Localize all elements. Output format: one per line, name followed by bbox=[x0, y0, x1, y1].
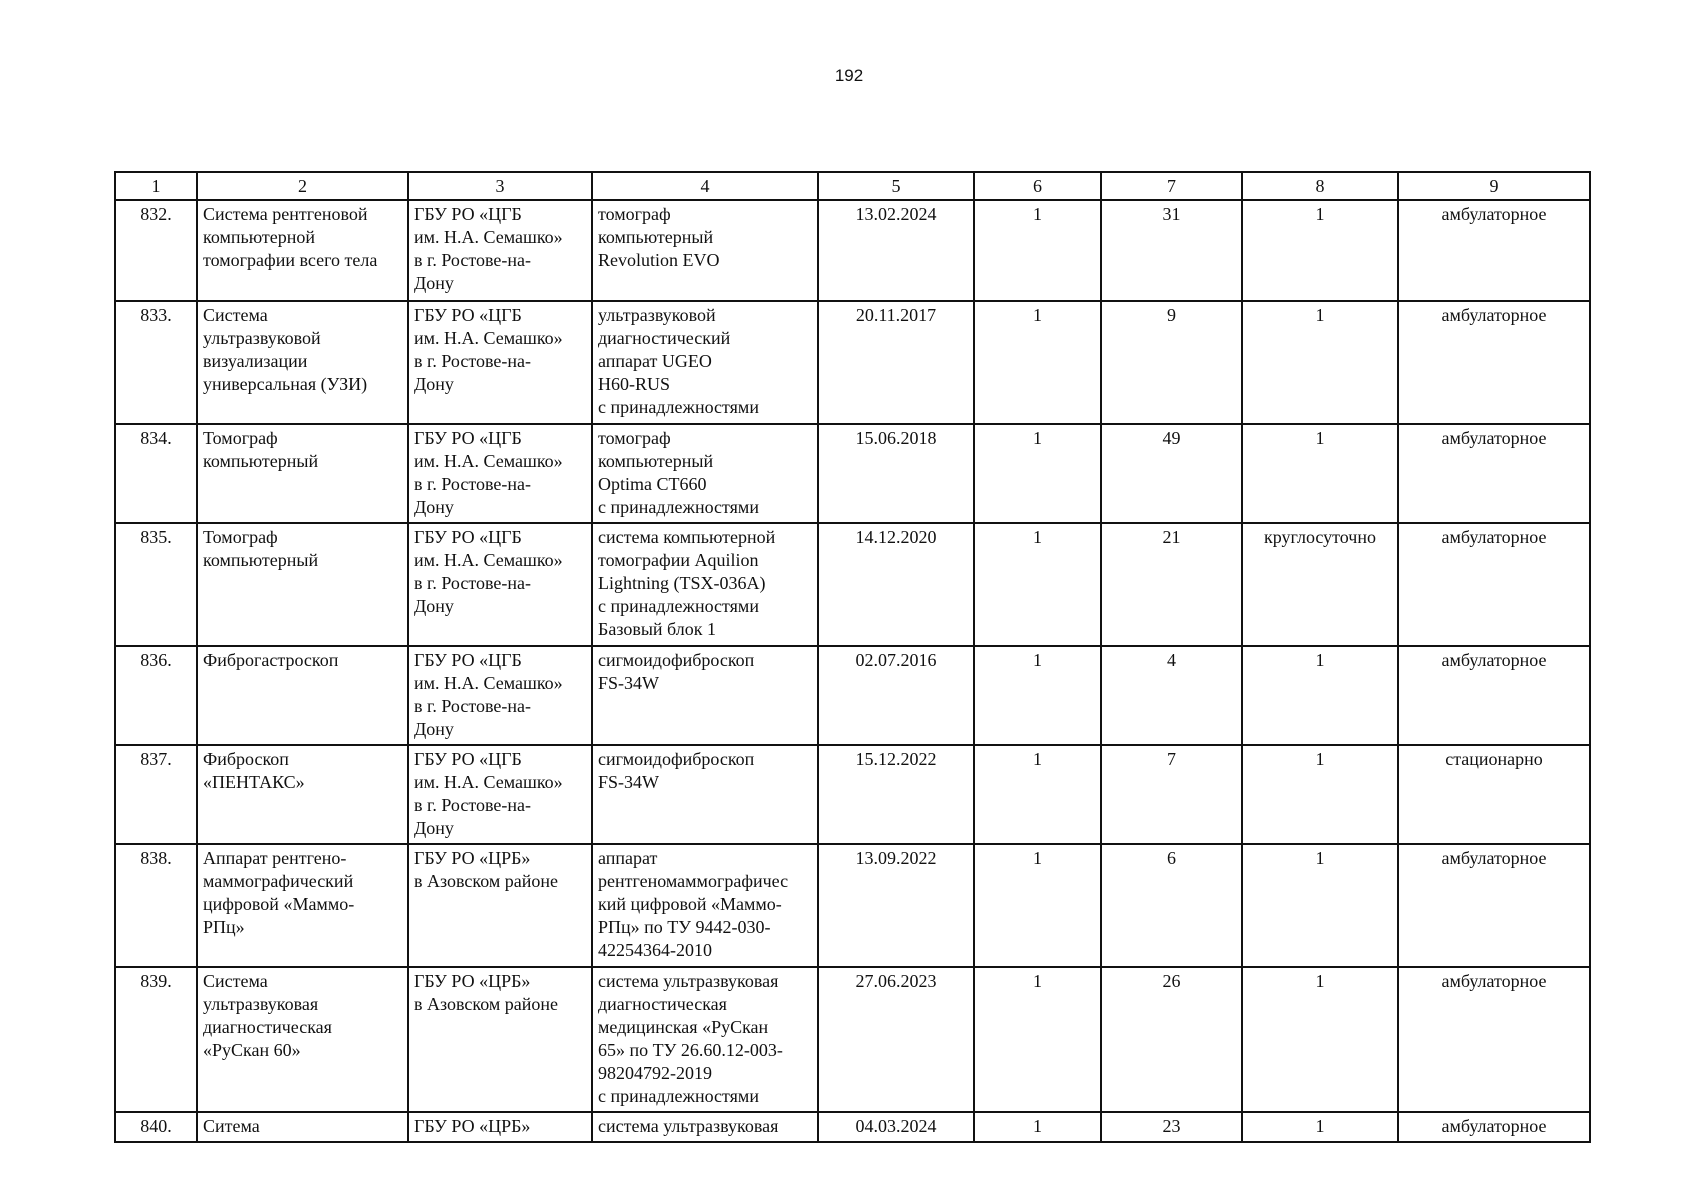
mode-cell: амбулаторное bbox=[1398, 967, 1590, 1112]
organization: ГБУ РО «ЦГБ им. Н.А. Семашко» в г. Ростове-на- Дону bbox=[408, 523, 592, 646]
col6-cell: 1 bbox=[974, 200, 1101, 301]
date-cell: 13.09.2022 bbox=[818, 844, 974, 967]
equipment-name: Томограф компьютерный bbox=[197, 424, 408, 523]
date-cell: 13.02.2024 bbox=[818, 200, 974, 301]
date-cell: 20.11.2017 bbox=[818, 301, 974, 424]
organization: ГБУ РО «ЦГБ им. Н.А. Семашко» в г. Ростове-на- Дону bbox=[408, 424, 592, 523]
row-number: 833. bbox=[115, 301, 197, 424]
col7-cell: 49 bbox=[1101, 424, 1242, 523]
col8-cell: 1 bbox=[1242, 1112, 1398, 1142]
organization: ГБУ РО «ЦРБ» в Азовском районе bbox=[408, 967, 592, 1112]
col6-cell: 1 bbox=[974, 844, 1101, 967]
table-row bbox=[115, 424, 1590, 523]
col7-cell: 31 bbox=[1101, 200, 1242, 301]
row-number: 840. bbox=[115, 1112, 197, 1142]
col8-cell: 1 bbox=[1242, 967, 1398, 1112]
mode-cell: амбулаторное bbox=[1398, 844, 1590, 967]
row-number: 837. bbox=[115, 745, 197, 844]
col8-cell: 1 bbox=[1242, 646, 1398, 745]
column-header: 5 bbox=[818, 172, 974, 200]
column-header: 9 bbox=[1398, 172, 1590, 200]
mode-cell: стационарно bbox=[1398, 745, 1590, 844]
row-number: 835. bbox=[115, 523, 197, 646]
column-header: 8 bbox=[1242, 172, 1398, 200]
equipment-name: Фиброгастроскоп bbox=[197, 646, 408, 745]
date-cell: 15.12.2022 bbox=[818, 745, 974, 844]
equipment-name: Ситема bbox=[197, 1112, 408, 1142]
date-cell: 27.06.2023 bbox=[818, 967, 974, 1112]
col6-cell: 1 bbox=[974, 1112, 1101, 1142]
col6-cell: 1 bbox=[974, 967, 1101, 1112]
mode-cell: амбулаторное bbox=[1398, 646, 1590, 745]
col6-cell: 1 bbox=[974, 745, 1101, 844]
organization: ГБУ РО «ЦГБ им. Н.А. Семашко» в г. Ростове-на- Дону bbox=[408, 200, 592, 301]
col6-cell: 1 bbox=[974, 424, 1101, 523]
table-row bbox=[115, 967, 1590, 1112]
row-number: 832. bbox=[115, 200, 197, 301]
organization: ГБУ РО «ЦРБ» в Азовском районе bbox=[408, 844, 592, 967]
column-header: 2 bbox=[197, 172, 408, 200]
col7-cell: 26 bbox=[1101, 967, 1242, 1112]
equipment-name: Фиброскоп «ПЕНТАКС» bbox=[197, 745, 408, 844]
table-row bbox=[115, 200, 1590, 301]
equipment-model: система ультразвуковая диагностическая медицинская «РуСкан 65» по ТУ 26.60.12-003- 98204792-2019 с принадлежностями bbox=[592, 967, 818, 1112]
col7-cell: 4 bbox=[1101, 646, 1242, 745]
column-header: 4 bbox=[592, 172, 818, 200]
date-cell: 02.07.2016 bbox=[818, 646, 974, 745]
equipment-name: Система рентгеновой компьютерной томографии всего тела bbox=[197, 200, 408, 301]
date-cell: 15.06.2018 bbox=[818, 424, 974, 523]
date-cell: 14.12.2020 bbox=[818, 523, 974, 646]
organization: ГБУ РО «ЦГБ им. Н.А. Семашко» в г. Ростове-на- Дону bbox=[408, 301, 592, 424]
date-cell: 04.03.2024 bbox=[818, 1112, 974, 1142]
mode-cell: амбулаторное bbox=[1398, 424, 1590, 523]
equipment-model: ультразвуковой диагностический аппарат UGEO H60-RUS с принадлежностями bbox=[592, 301, 818, 424]
organization: ГБУ РО «ЦРБ» bbox=[408, 1112, 592, 1142]
row-number: 838. bbox=[115, 844, 197, 967]
equipment-table bbox=[114, 171, 1591, 1143]
equipment-name: Аппарат рентгено- маммографический цифровой «Маммо- РПц» bbox=[197, 844, 408, 967]
mode-cell: амбулаторное bbox=[1398, 301, 1590, 424]
col8-cell: 1 bbox=[1242, 301, 1398, 424]
col8-cell: 1 bbox=[1242, 424, 1398, 523]
row-number: 834. bbox=[115, 424, 197, 523]
equipment-model: система компьютерной томографии Aquilion Lightning (TSX-036A) с принадлежностями Базовый блок 1 bbox=[592, 523, 818, 646]
page-number: 192 bbox=[834, 66, 864, 85]
equipment-model: сигмоидофиброскоп FS-34W bbox=[592, 745, 818, 844]
organization: ГБУ РО «ЦГБ им. Н.А. Семашко» в г. Ростове-на- Дону bbox=[408, 646, 592, 745]
table-row bbox=[115, 523, 1590, 646]
col8-cell: 1 bbox=[1242, 745, 1398, 844]
equipment-model: томограф компьютерный Revolution EVO bbox=[592, 200, 818, 301]
row-number: 839. bbox=[115, 967, 197, 1112]
table-row bbox=[115, 1112, 1590, 1142]
equipment-model: томограф компьютерный Optima CT660 с принадлежностями bbox=[592, 424, 818, 523]
col7-cell: 6 bbox=[1101, 844, 1242, 967]
col7-cell: 21 bbox=[1101, 523, 1242, 646]
row-number: 836. bbox=[115, 646, 197, 745]
col7-cell: 9 bbox=[1101, 301, 1242, 424]
equipment-name: Томограф компьютерный bbox=[197, 523, 408, 646]
col7-cell: 7 bbox=[1101, 745, 1242, 844]
organization: ГБУ РО «ЦГБ им. Н.А. Семашко» в г. Ростове-на- Дону bbox=[408, 745, 592, 844]
column-header: 1 bbox=[115, 172, 197, 200]
column-header: 3 bbox=[408, 172, 592, 200]
col8-cell: 1 bbox=[1242, 844, 1398, 967]
equipment-name: Система ультразвуковая диагностическая «РуСкан 60» bbox=[197, 967, 408, 1112]
equipment-name: Система ультразвуковой визуализации универсальная (УЗИ) bbox=[197, 301, 408, 424]
table-row bbox=[115, 646, 1590, 745]
mode-cell: амбулаторное bbox=[1398, 1112, 1590, 1142]
col7-cell: 23 bbox=[1101, 1112, 1242, 1142]
col6-cell: 1 bbox=[974, 301, 1101, 424]
equipment-model: система ультразвуковая bbox=[592, 1112, 818, 1142]
equipment-model: аппарат рентгеномаммографичес кий цифровой «Маммо- РПц» по ТУ 9442-030- 42254364-2010 bbox=[592, 844, 818, 967]
column-header: 6 bbox=[974, 172, 1101, 200]
col6-cell: 1 bbox=[974, 523, 1101, 646]
table-row bbox=[115, 745, 1590, 844]
col8-cell: 1 bbox=[1242, 200, 1398, 301]
col8-cell: круглосуточно bbox=[1242, 523, 1398, 646]
mode-cell: амбулаторное bbox=[1398, 200, 1590, 301]
table-row bbox=[115, 844, 1590, 967]
column-header: 7 bbox=[1101, 172, 1242, 200]
table-row bbox=[115, 301, 1590, 424]
table-header-row bbox=[115, 172, 1590, 200]
equipment-model: сигмоидофиброскоп FS-34W bbox=[592, 646, 818, 745]
col6-cell: 1 bbox=[974, 646, 1101, 745]
mode-cell: амбулаторное bbox=[1398, 523, 1590, 646]
